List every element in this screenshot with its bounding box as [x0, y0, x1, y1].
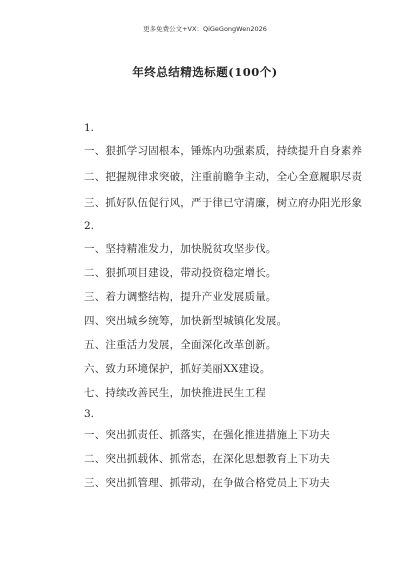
list-item: 二、把握规律求突破，注重前瞻争主动，全心全意履职尽责	[84, 171, 363, 183]
list-item: 七、持续改善民生，加快推进民生工程	[84, 387, 266, 399]
list-item: 四、突出城乡统筹，加快新型城镇化发展。	[84, 315, 288, 327]
list-item: 三、抓好队伍促行风，严于律已守清廉，树立府办阳光形象	[84, 197, 363, 209]
list-item: 三、着力调整结构，提升产业发展质量。	[84, 291, 277, 303]
list-item: 一、坚持精准发力，加快脱贫攻坚步伐。	[84, 243, 277, 255]
section-number: 2.	[84, 220, 95, 232]
list-item: 二、突出抓载体、抓常态，在深化思想教育上下功夫	[84, 453, 331, 465]
document-title: 年终总结精选标题(100个)	[132, 65, 278, 79]
page-header: 更多免费公文+VX：QiGeGongWen2026	[143, 25, 267, 33]
section-number: 1.	[84, 122, 95, 134]
section-2	[84, 219, 364, 403]
list-item: 三、突出抓管理、抓带动，在争做合格党员上下功夫	[84, 477, 331, 489]
list-item: 一、突出抓责任、抓落实，在强化推进措施上下功夫	[84, 429, 331, 441]
list-item: 五、注重活力发展，全面深化改革创新。	[84, 339, 277, 351]
section-1	[84, 121, 364, 213]
list-item: 二、狠抓项目建设，带动投资稳定增长。	[84, 267, 277, 279]
list-item: 六、致力环境保护，抓好美丽XX建设。	[84, 363, 271, 375]
section-3	[84, 407, 364, 493]
list-item: 一、狠抓学习固根本，锤炼内功强素质，持续提升自身素养	[84, 145, 363, 157]
document-body	[84, 117, 364, 493]
section-number: 3.	[84, 408, 95, 420]
